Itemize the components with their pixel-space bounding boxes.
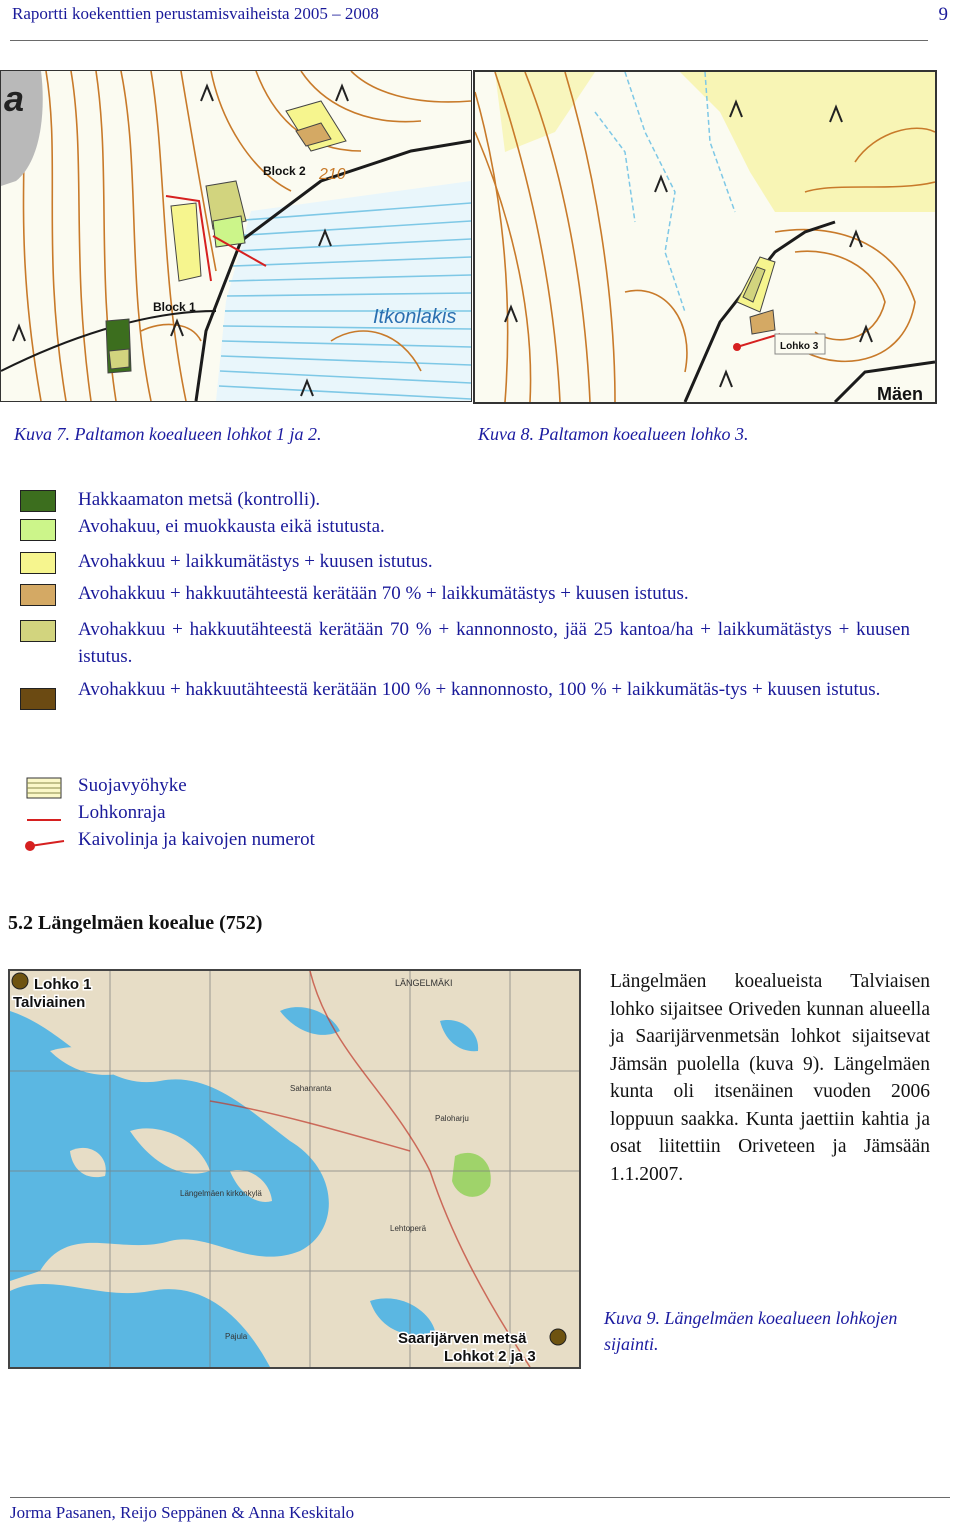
lohkot23-label: Lohkot 2 ja 3 bbox=[444, 1348, 536, 1365]
legend-text: Lohkonraja bbox=[78, 802, 166, 823]
figure7-map bbox=[0, 70, 472, 402]
map-place-label: Lehtoperä bbox=[390, 1224, 427, 1233]
red-dot-line-icon bbox=[22, 830, 66, 852]
lake-label: Itkonlakis bbox=[373, 306, 457, 328]
legend-text: Avohakkuu + hakkuutähteestä kerätään 70 % + kannonnosto, jää 25 kantoa/ha + laikkumätästys + kuusen istutus. bbox=[78, 619, 910, 667]
buffer-zone-hatch-icon bbox=[26, 777, 62, 799]
legend-text: Avohakkuu + hakkuutähteestä kerätään 100 % + kannonnosto, 100 % + laikkumätäs-tys + kuusen istutus. bbox=[78, 679, 881, 700]
swatch-control bbox=[20, 490, 56, 512]
place-label: Mäen bbox=[877, 384, 924, 402]
block3-label: Lohko 3 bbox=[780, 341, 819, 352]
running-header-title: Raportti koekenttien perustamisvaiheista 2005 – 2008 bbox=[12, 4, 379, 23]
legend-text: Avohakkuu + hakkuutähteestä kerätään 70 % + laikkumätästys + kuusen istutus. bbox=[78, 583, 689, 604]
contour-label: 210 bbox=[319, 166, 346, 183]
map-place-label: Paloharju bbox=[435, 1114, 469, 1123]
red-line-icon bbox=[26, 803, 62, 825]
talviainen-label: Talviainen bbox=[13, 994, 86, 1011]
swatch-residue70 bbox=[20, 584, 56, 606]
figure8-caption: Kuva 8. Paltamon koealueen lohko 3. bbox=[478, 424, 749, 444]
footer-rule bbox=[10, 1497, 950, 1498]
map-place-label: LÄNGELMÄKI bbox=[395, 978, 453, 988]
block2-label: Block 2 bbox=[263, 164, 306, 178]
map-place-label: Pajula bbox=[225, 1332, 248, 1341]
footer-authors: Jorma Pasanen, Reijo Seppänen & Anna Keskitalo bbox=[10, 1503, 355, 1522]
figure8-map bbox=[473, 70, 937, 404]
map-letter-label: a bbox=[4, 78, 25, 119]
swatch-residue70-stumps bbox=[20, 620, 56, 642]
section-heading: 5.2 Längelmäen koealue (752) bbox=[8, 912, 263, 934]
legend-text: Kaivolinja ja kaivojen numerot bbox=[78, 829, 315, 850]
map-place-label: Längelmäen kirkonkylä bbox=[180, 1189, 262, 1198]
legend-text: Avohakuu, ei muokkausta eikä istutusta. bbox=[78, 516, 385, 537]
saarijarvi-label: Saarijärven metsä bbox=[398, 1330, 527, 1347]
swatch-residue100 bbox=[20, 688, 56, 710]
swatch-clearcut-only bbox=[20, 519, 56, 541]
page-number: 9 bbox=[938, 4, 948, 25]
figure9-caption: Kuva 9. Längelmäen koealueen lohkojen sijainti. bbox=[604, 1308, 898, 1354]
header-rule bbox=[10, 40, 928, 41]
legend-text: Avohakkuu + laikkumätästys + kuusen istutus. bbox=[78, 551, 433, 572]
figure7-caption: Kuva 7. Paltamon koealueen lohkot 1 ja 2. bbox=[14, 424, 322, 444]
swatch-mounding bbox=[20, 552, 56, 574]
figure9-map bbox=[8, 969, 581, 1369]
lohko1-label: Lohko 1 bbox=[34, 976, 92, 993]
section-paragraph: Längelmäen koealueista Talviaisen lohko sijaitsee Oriveden kunnan alueella ja Saarijärvenmetsän lohkot sijaitsevat Jämsän puolella (kuva 9). Längelmäen kunta oli itsenäinen vuoden 2006 loppuun saakka. Kunta jaettiin kahtia ja osat liitettiin Oriveteen ja Jämsään 1.1.2007. bbox=[610, 971, 930, 1185]
legend-text: Suojavyöhyke bbox=[78, 775, 187, 796]
map-place-label: Sahanranta bbox=[290, 1084, 332, 1093]
block1-label: Block 1 bbox=[153, 300, 196, 314]
legend-text: Hakkaamaton metsä (kontrolli). bbox=[78, 489, 321, 510]
